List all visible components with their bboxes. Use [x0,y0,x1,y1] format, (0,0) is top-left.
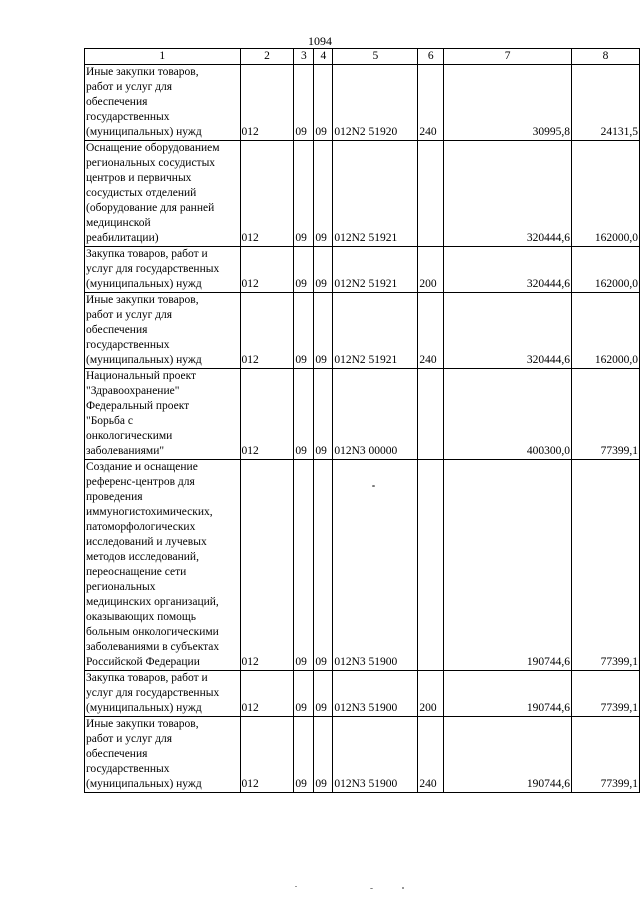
row-section: 09 [294,671,314,717]
row-expense-type: 240 [418,65,444,141]
row-subsection: 09 [314,65,333,141]
row-amount-2: 77399,1 [572,369,640,460]
header-col-6: 6 [418,49,444,65]
row-amount-1: 190744,6 [444,717,572,793]
scan-speck [372,485,375,487]
row-amount-2: 162000,0 [572,141,640,247]
row-target-article: 012N2 51921 [333,247,418,293]
table-row [85,460,640,671]
row-section: 09 [294,369,314,460]
budget-table [84,48,640,793]
header-col-3: 3 [294,49,314,65]
row-expense-type: 240 [418,293,444,369]
row-amount-2: 77399,1 [572,460,640,671]
row-section: 09 [294,717,314,793]
row-section: 09 [294,460,314,671]
header-col-2: 2 [240,49,294,65]
header-col-8: 8 [572,49,640,65]
row-amount-1: 320444,6 [444,141,572,247]
row-name: Создание и оснащение референс-центров для проведения иммуногистохимических, патоморфологических исследований и лучевых методов исследований, переоснащение сети региональных медицинских организаций, оказывающих помощь больным онкологическими заболеваниями в субъектах Российской Федерации [85,460,241,671]
row-expense-type: 200 [418,671,444,717]
row-amount-1: 190744,6 [444,671,572,717]
row-expense-type [418,460,444,671]
row-target-article: 012N3 51900 [333,717,418,793]
row-expense-type: 200 [418,247,444,293]
row-amount-2: 77399,1 [572,717,640,793]
row-amount-1: 30995,8 [444,65,572,141]
header-col-5: 5 [333,49,418,65]
row-section: 09 [294,247,314,293]
header-col-4: 4 [314,49,333,65]
row-ministry-code: 012 [240,141,294,247]
header-col-7: 7 [444,49,572,65]
row-name: Иные закупки товаров, работ и услуг для обеспечения государственных (муниципальных) нужд [85,293,241,369]
row-subsection: 09 [314,460,333,671]
row-subsection: 09 [314,293,333,369]
table-row [85,717,640,793]
row-ministry-code: 012 [240,247,294,293]
scan-speck [402,887,404,889]
row-name: Закупка товаров, работ и услуг для государственных (муниципальных) нужд [85,671,241,717]
row-subsection: 09 [314,141,333,247]
row-name: Иные закупки товаров, работ и услуг для обеспечения государственных (муниципальных) нужд [85,717,241,793]
row-amount-1: 320444,6 [444,247,572,293]
table-row [85,293,640,369]
header-row [85,49,640,65]
row-amount-1: 320444,6 [444,293,572,369]
row-expense-type [418,141,444,247]
row-name: Закупка товаров, работ и услуг для государственных (муниципальных) нужд [85,247,241,293]
row-target-article: 012N3 00000 [333,369,418,460]
row-target-article: 012N2 51921 [333,293,418,369]
row-target-article: 012N3 51900 [333,460,418,671]
row-amount-1: 190744,6 [444,460,572,671]
row-section: 09 [294,141,314,247]
row-target-article: 012N2 51921 [333,141,418,247]
row-ministry-code: 012 [240,369,294,460]
row-subsection: 09 [314,671,333,717]
row-amount-2: 24131,5 [572,65,640,141]
row-name: Иные закупки товаров, работ и услуг для обеспечения государственных (муниципальных) нужд [85,65,241,141]
row-target-article: 012N3 51900 [333,671,418,717]
row-name: Оснащение оборудованием региональных сосудистых центров и первичных сосудистых отделений (оборудование для ранней медицинской реабилитации) [85,141,241,247]
row-ministry-code: 012 [240,460,294,671]
scan-speck [295,886,297,887]
row-amount-2: 77399,1 [572,671,640,717]
row-expense-type [418,369,444,460]
row-amount-2: 162000,0 [572,247,640,293]
row-target-article: 012N2 51920 [333,65,418,141]
table-row [85,369,640,460]
row-subsection: 09 [314,369,333,460]
table-row [85,671,640,717]
row-section: 09 [294,293,314,369]
table-row [85,65,640,141]
table-row [85,141,640,247]
row-amount-2: 162000,0 [572,293,640,369]
row-subsection: 09 [314,717,333,793]
page-number: 1094 [308,34,332,48]
row-ministry-code: 012 [240,65,294,141]
row-amount-1: 400300,0 [444,369,572,460]
scan-speck [370,888,373,889]
row-name: Национальный проект "Здравоохранение" Федеральный проект "Борьба с онкологическими заболеваниями" [85,369,241,460]
row-ministry-code: 012 [240,671,294,717]
row-expense-type: 240 [418,717,444,793]
row-section: 09 [294,65,314,141]
row-subsection: 09 [314,247,333,293]
table-row [85,247,640,293]
row-ministry-code: 012 [240,717,294,793]
header-col-1: 1 [85,49,241,65]
row-ministry-code: 012 [240,293,294,369]
